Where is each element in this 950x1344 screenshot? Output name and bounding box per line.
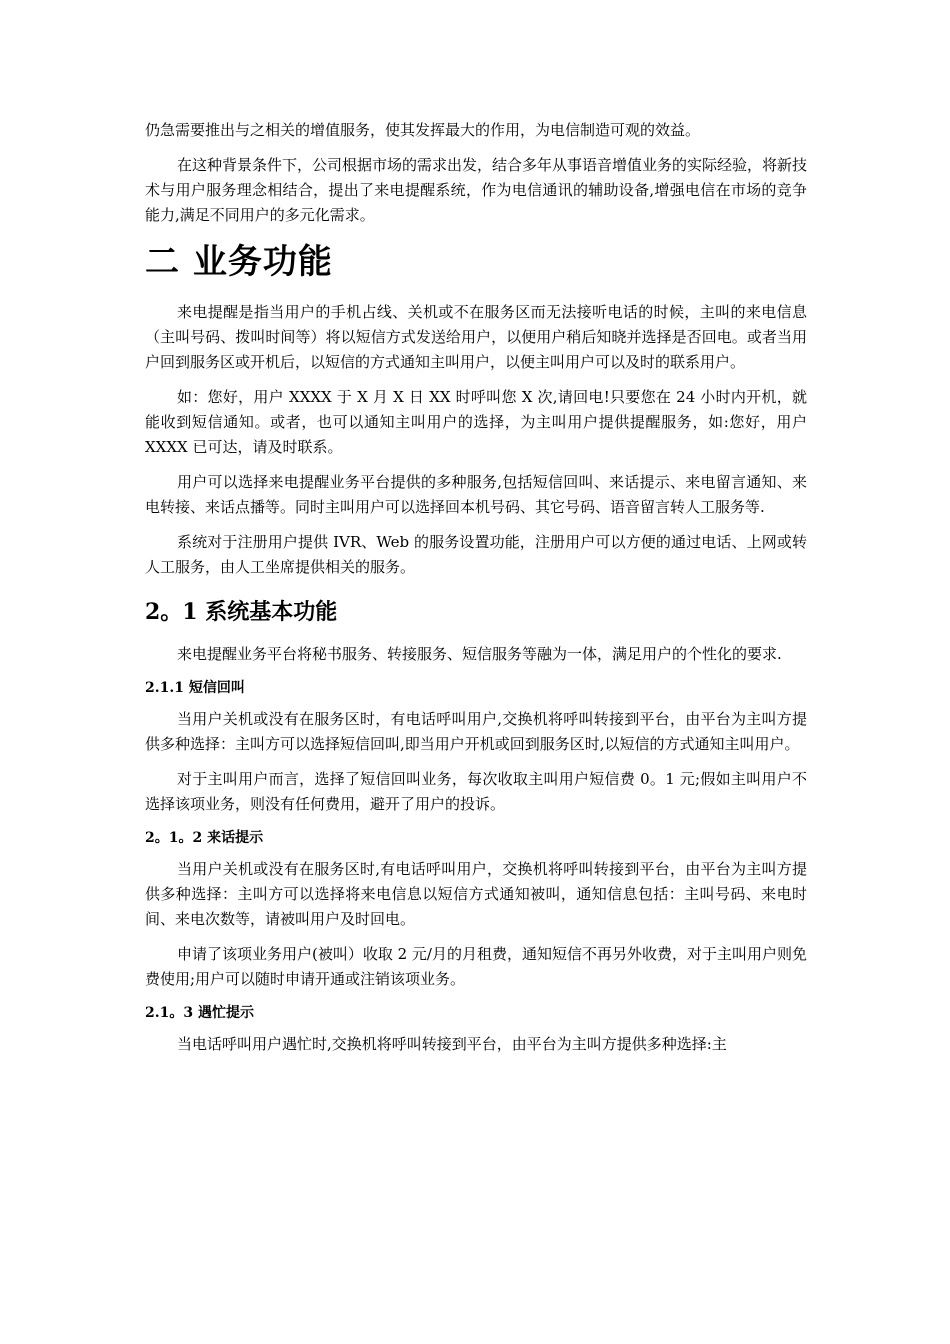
body-paragraph: 申请了该项业务用户(被叫）收取 2 元/月的月租费，通知短信不再另外收费，对于主叫用户则免费使用;用户可以随时申请开通或注销该项业务。 [145,945,807,988]
document-body [145,118,807,1067]
body-paragraph: 如：您好，用户 XXXX 于 X 月 X 日 XX 时呼叫您 X 次,请回电!只要您在 24 小时内开机，就能收到短信通知。或者，也可以通知主叫用户的选择，为主叫用户提供提醒服务，如:您好，用户 XXXX 已可达，请及时联系。 [145,388,807,456]
item-heading-busy-notification: 2.1。3 遇忙提示 [145,1005,254,1021]
body-paragraph: 当用户关机或没有在服务区时，有电话呼叫用户,交换机将呼叫转接到平台，由平台为主叫方提供多种选择：主叫方可以选择短信回叫,即当用户开机或回到服务区时,以短信的方式通知主叫用户。 [145,710,807,753]
intro-paragraph: 在这种背景条件下，公司根据市场的需求出发，结合多年从事语音增值业务的实际经验，将新技术与用户服务理念相结合，提出了来电提醒系统，作为电信通讯的辅助设备,增强电信在市场的竞争能力,满足不同用户的多元化需求。 [145,156,808,224]
body-paragraph: 对于主叫用户而言，选择了短信回叫业务，每次收取主叫用户短信费 0。1 元;假如主叫用户不选择该项业务，则没有任何费用，避开了用户的投诉。 [145,770,807,813]
body-paragraph: 系统对于注册用户提供 IVR、Web 的服务设置功能，注册用户可以方便的通过电话、上网或转人工服务，由人工坐席提供相关的服务。 [145,533,807,576]
item-heading-sms-callback: 2.1.1 短信回叫 [145,680,245,696]
subsection-heading-basic-functions: 2。1 系统基本功能 [145,599,338,625]
body-paragraph: 来电提醒业务平台将秘书服务、转接服务、短信服务等融为一体，满足用户的个性化的要求. [177,645,782,663]
section-heading-business-functions: 二 业务功能 [145,242,333,282]
body-paragraph: 来电提醒是指当用户的手机占线、关机或不在服务区而无法接听电话的时候，主叫的来电信息（主叫号码、拨叫时间等）将以短信方式发送给用户，以便用户稍后知晓并选择是否回电。或者当用户回到服务区或开机后，以短信的方式通知主叫用户，以便主叫用户可以及时的联系用户。 [145,303,807,371]
body-paragraph: 当用户关机或没有在服务区时,有电话呼叫用户，交换机将呼叫转接到平台，由平台为主叫方提供多种选择：主叫方可以选择将来电信息以短信方式通知被叫，通知信息包括：主叫号码、来电时间、来电次数等，请被叫用户及时回电。 [145,860,807,928]
body-paragraph: 用户可以选择来电提醒业务平台提供的多种服务,包括短信回叫、来话提示、来电留言通知、来电转接、来话点播等。同时主叫用户可以选择回本机号码、其它号码、语音留言转人工服务等. [145,473,807,516]
body-paragraph: 当电话呼叫用户遇忙时,交换机将呼叫转接到平台，由平台为主叫方提供多种选择:主 [177,1035,727,1053]
item-heading-call-notification: 2。1。2 来话提示 [145,830,264,846]
intro-paragraph-continued: 仍急需要推出与之相关的增值服务，使其发挥最大的作用，为电信制造可观的效益。 [145,121,701,139]
